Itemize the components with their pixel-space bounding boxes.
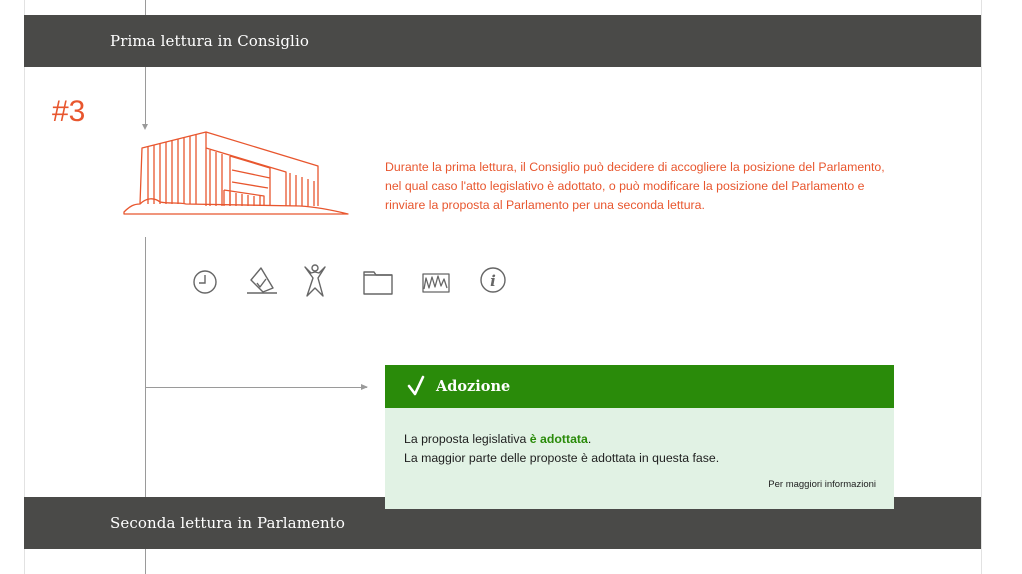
chart-icon[interactable]	[419, 264, 455, 300]
outcome-highlight: è adottata	[529, 432, 588, 446]
content-border-left	[24, 0, 25, 574]
folder-icon[interactable]	[361, 264, 397, 300]
council-building-icon	[120, 126, 352, 218]
section-title: Seconda lettura in Parlamento	[110, 514, 346, 532]
content-border-right	[981, 0, 982, 574]
outcome-line-2: La maggior parte delle proposte è adottata in questa fase.	[404, 451, 720, 465]
outcome-title: Adozione	[436, 378, 511, 395]
vote-icon[interactable]	[243, 264, 279, 300]
step-description: Durante la prima lettura, il Consiglio può decidere di accogliere la posizione del Parlamento, nel qual caso l'atto legislativo è adottato, o può modificare la posizione del Parlamento e rinviare la proposta al Parlamento per una seconda lettura.	[385, 160, 885, 212]
clock-icon[interactable]	[189, 264, 225, 300]
outcome-text: .	[587, 432, 592, 446]
outcome-text: La proposta legislativa	[404, 432, 530, 446]
section-header-first-reading	[24, 15, 981, 67]
outcome-body	[404, 430, 719, 468]
timeline-branch-line	[145, 387, 367, 388]
outcome-card-header	[385, 365, 894, 408]
timeline-line	[145, 237, 146, 497]
timeline-line	[145, 0, 146, 16]
outcome-card	[385, 365, 894, 509]
timeline-arrow-right	[361, 384, 368, 390]
section-title: Prima lettura in Consiglio	[110, 32, 309, 50]
outcome-line-1	[404, 430, 719, 449]
person-icon[interactable]	[299, 264, 335, 300]
step-number: #3	[52, 95, 86, 128]
timeline-line	[145, 549, 146, 574]
timeline-line	[145, 67, 146, 124]
svg-text:i: i	[490, 272, 496, 290]
check-icon	[407, 375, 425, 397]
more-info-link[interactable]: Per maggiori informazioni	[768, 479, 876, 490]
info-icon[interactable]	[479, 264, 515, 300]
